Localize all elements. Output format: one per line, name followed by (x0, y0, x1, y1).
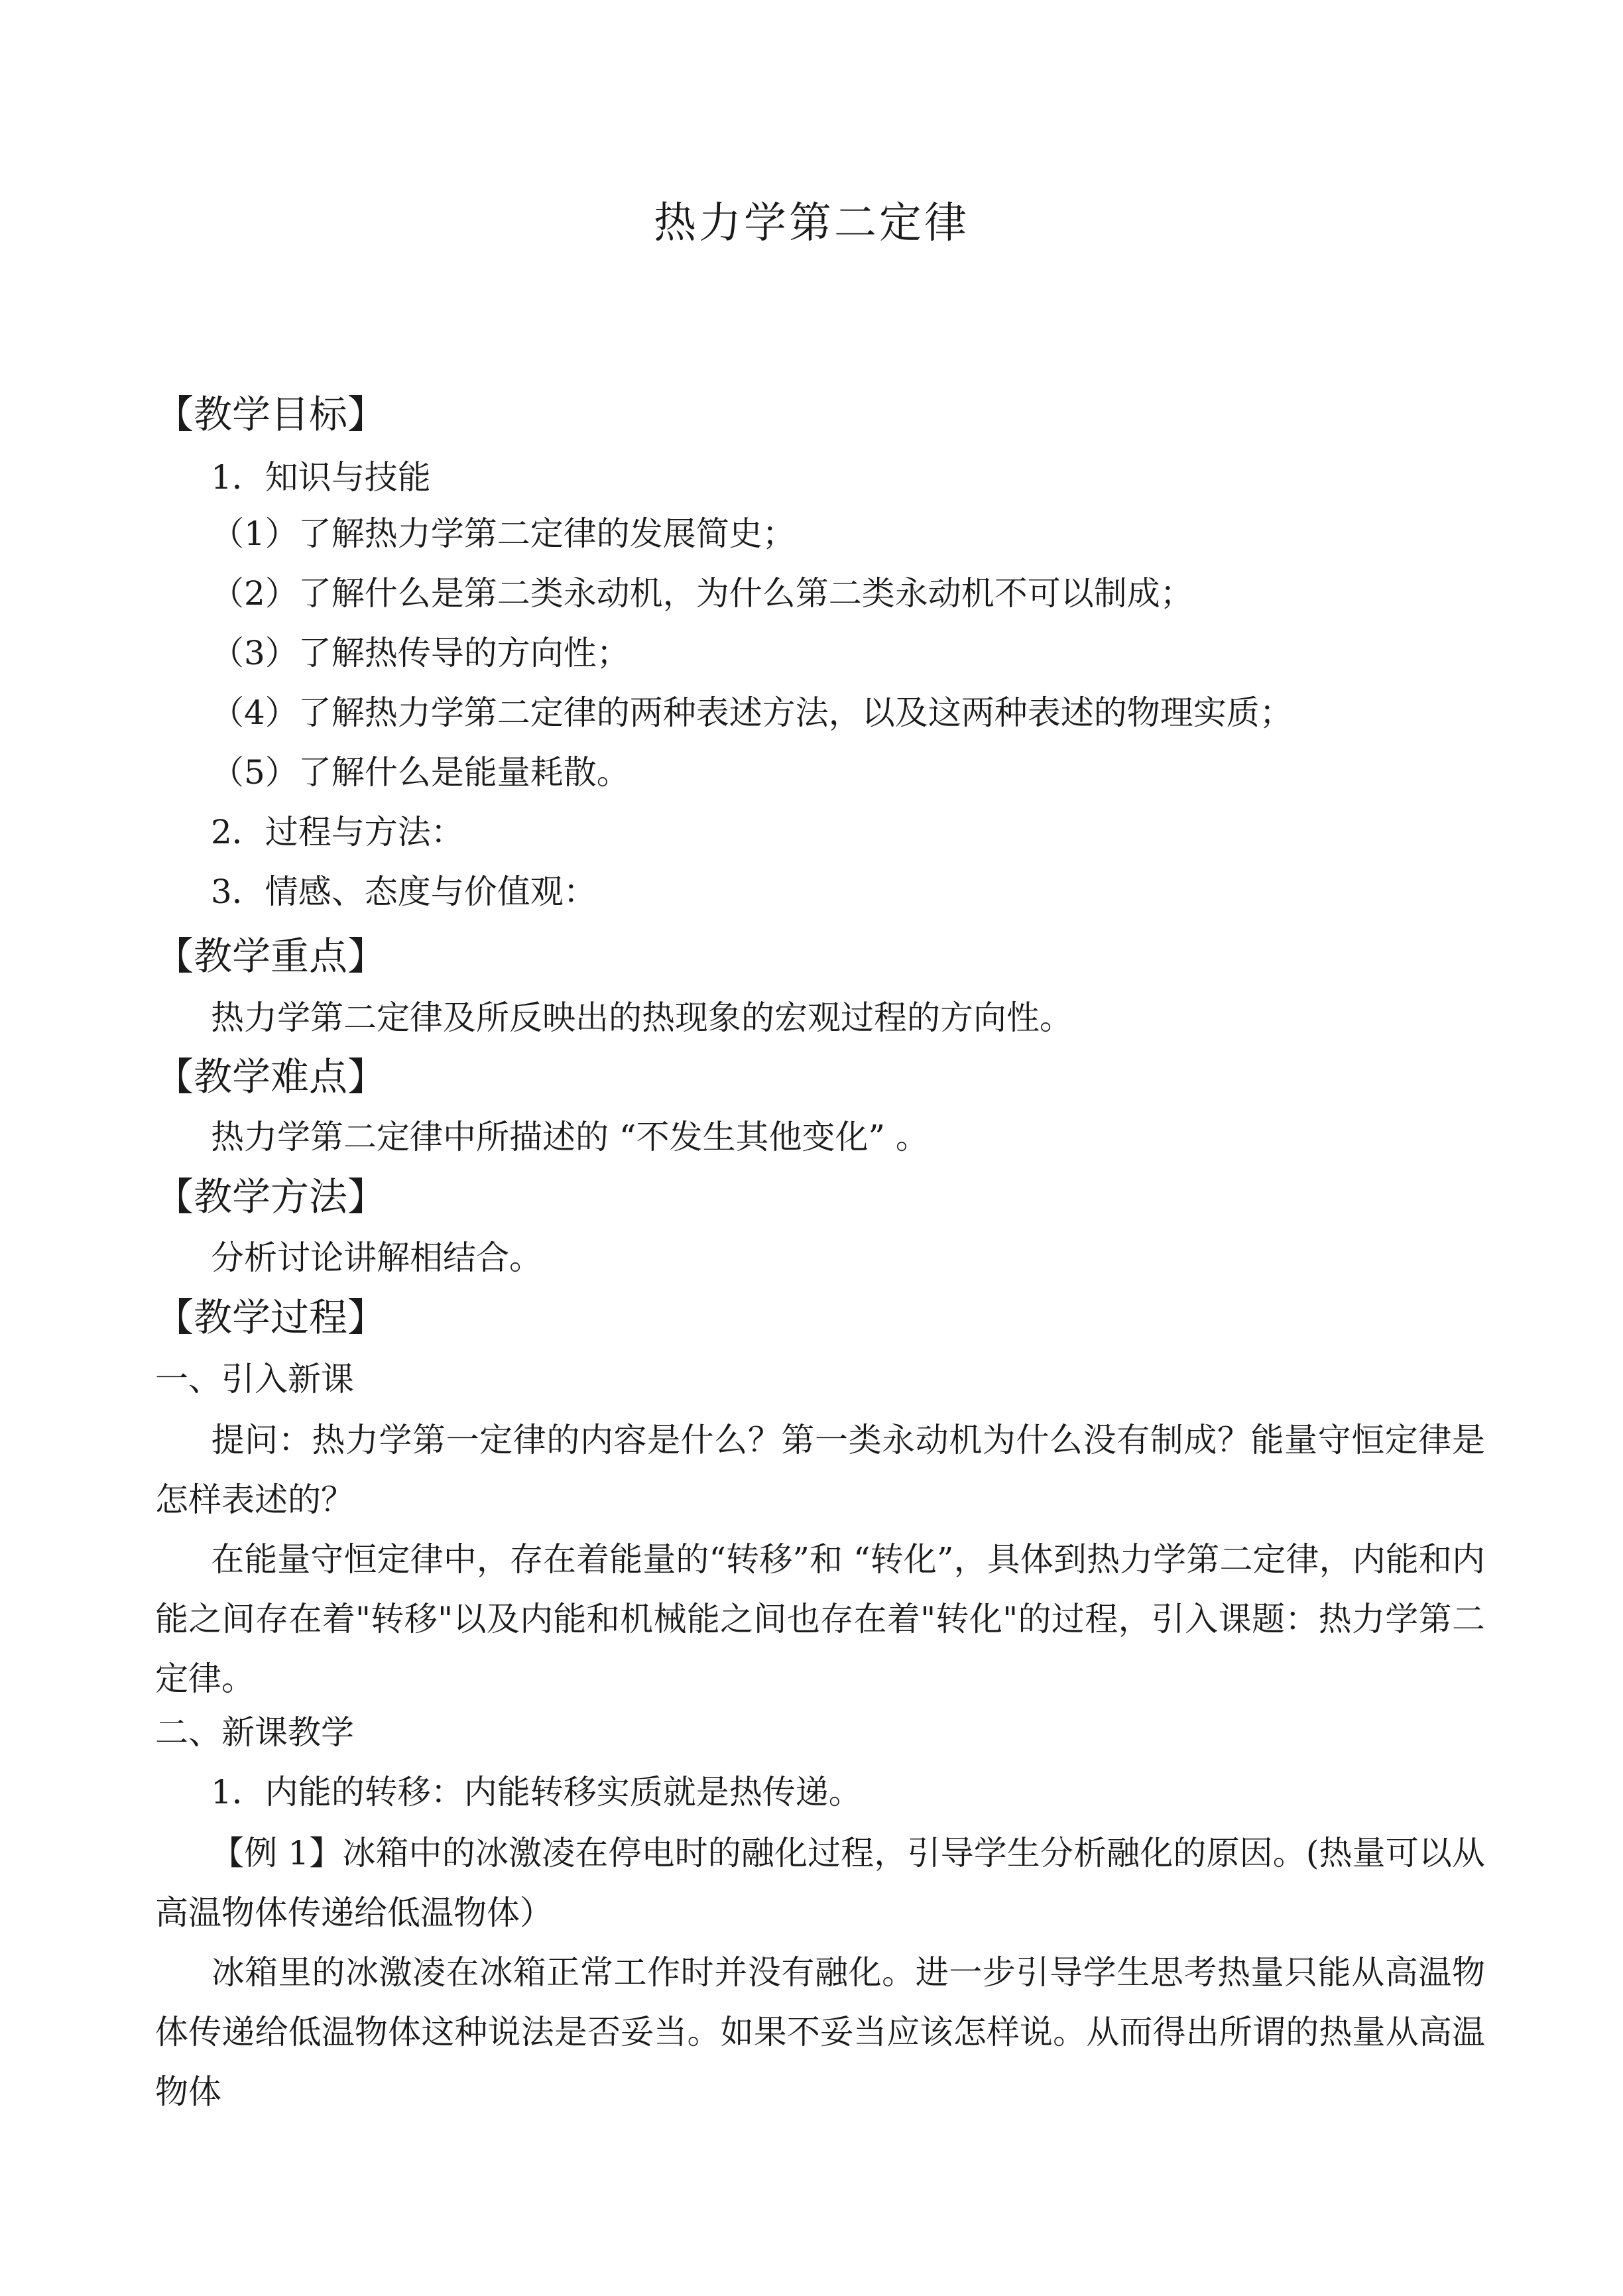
heading-teaching-process: 【教学过程】 (155, 1295, 387, 1340)
item-internal-energy-transfer: 1．内能的转移：内能转移实质就是热传递。 (211, 1773, 862, 1811)
heading-key-points: 【教学重点】 (155, 934, 387, 979)
heading-difficult-points: 【教学难点】 (155, 1054, 387, 1099)
paragraph-question (155, 1410, 1485, 1530)
key-points-text: 热力学第二定律及所反映出的热现象的宏观过程的方向性。 (211, 998, 1073, 1037)
goal-knowledge-skills: 1．知识与技能 (211, 458, 431, 497)
document-title: 热力学第二定律 (654, 199, 969, 248)
heading-teaching-method: 【教学方法】 (155, 1174, 387, 1219)
teaching-method-text: 分析讨论讲解相结合。 (211, 1239, 542, 1277)
difficult-points-text: 热力学第二定律中所描述的 “不发生其他变化” 。 (211, 1118, 929, 1156)
section-introduce-lesson: 一、引入新课 (155, 1360, 354, 1398)
paragraph-question-text: 提问：热力学第一定律的内容是什么？第一类永动机为什么没有制成？能量守恒定律是怎样表述的？ (155, 1421, 1485, 1519)
goal-item-4: （4）了解热力学第二定律的两种表述方法，以及这两种表述的物理实质； (211, 694, 1293, 732)
goal-process-method: 2．过程与方法： (211, 813, 464, 851)
paragraph-energy-conservation (155, 1530, 1485, 1709)
goal-item-3: （3）了解热传导的方向性； (211, 634, 630, 672)
paragraph-example-1-text: 【例 1】冰箱中的冰激凌在停电时的融化过程，引导学生分析融化的原因。(热量可以从高温物体传递给低温物体） (155, 1834, 1485, 1932)
goal-emotion-values: 3．情感、态度与价值观： (211, 873, 597, 911)
paragraph-fridge-text: 冰箱里的冰激凌在冰箱正常工作时并没有融化。进一步引导学生思考热量只能从高温物体传递给低温物体这种说法是否妥当。如果不妥当应该怎样说。从而得出所谓的热量从高温物体 (155, 1953, 1485, 2111)
paragraph-fridge (155, 1943, 1485, 2122)
goal-item-2: （2）了解什么是第二类永动机，为什么第二类永动机不可以制成； (211, 574, 1193, 613)
heading-teaching-goals: 【教学目标】 (155, 392, 387, 437)
paragraph-example-1 (155, 1823, 1485, 1943)
goal-item-5: （5）了解什么是能量耗散。 (211, 753, 630, 792)
goal-item-1: （1）了解热力学第二定律的发展简史； (211, 514, 796, 553)
paragraph-energy-conservation-text: 在能量守恒定律中，存在着能量的“转移”和 “转化”，具体到热力学第二定律，内能和内能之间存在着"转移"以及内能和机械能之间也存在着"转化"的过程，引入课题：热力学第二定律。 (155, 1540, 1485, 1698)
section-new-lesson: 二、新课教学 (155, 1713, 354, 1752)
